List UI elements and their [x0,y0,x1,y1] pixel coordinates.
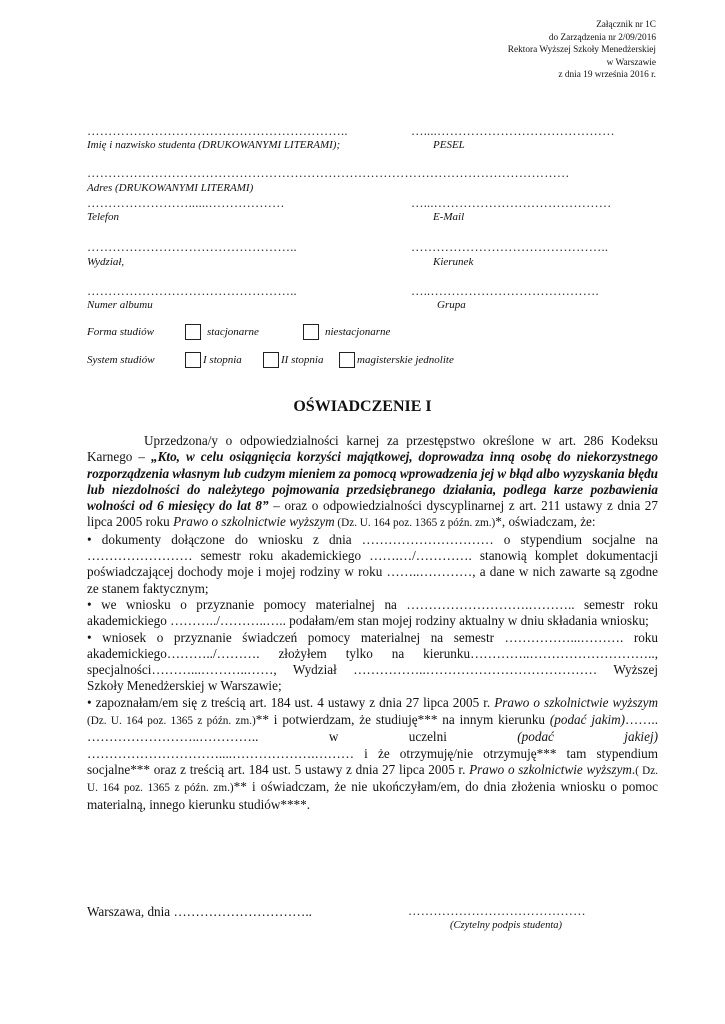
album-number-label: Numer albumu [87,299,153,311]
phone-field[interactable]: ……………………......……………… [87,196,285,210]
intro-text-1: Uprzedzona/y o odpowiedzialności karnej za przestępstwo określone w art. 286 Kodeksu Karnego – [87,433,658,465]
b4-dz-u-ref: (Dz. U. 164 poz. 1365 z późn. zm.) [87,715,256,728]
phone-label: Telefon [87,211,119,223]
faculty-label: Wydział, [87,256,125,268]
b4-text-5: . [631,761,636,777]
study-form-row [87,324,390,340]
intro-text-2: – oraz o odpowiedzialności dyscyplinarnej z art. 211 ustawy z dnia 27 lipca 2005 roku [87,498,658,530]
b4-hint-which-major: (podać jakim) [549,712,626,728]
bullet-3: • wniosek o przyznanie świadczeń pomocy materialnej na semestr ……………...………. roku akademickiego………../………. złożyłem tylko na kierunku…………..……………………….., specjalności………...………..……, Wydział ……………..………………………………… Wyższej Szkoły Menedżerskiej w Warszawie; [87,629,658,694]
major-label: Kierunek [433,256,474,268]
address-field[interactable]: …………………………………………………………………………………………………… [87,166,570,180]
signature-field[interactable]: …………………………………… [408,904,586,918]
study-system-row [87,352,454,368]
album-number-field[interactable]: ………………………………………….. [87,284,297,298]
place-date-field[interactable]: Warszawa, dnia ………………………….. [87,904,312,919]
stacjonarne-option-label: stacjonarne [207,326,259,338]
stacjonarne-checkbox[interactable] [185,324,201,340]
group-field[interactable]: …..…………………………………. [411,284,599,298]
niestacjonarne-option-label: niestacjonarne [325,326,391,338]
intro-paragraph [87,433,658,532]
bullet-1: • dokumenty dołączone do wniosku z dnia ………………………… o stypendium socjalne na …………………… semestr roku akademickiego …….…/…………. stanowią komplet dokumentacji poświadczającej dochody moje i mojej rodziny w roku ……..…………, a dane w nich zawarte są zgodne ze stanem faktycznym; [87,531,658,596]
group-label: Grupa [437,299,466,311]
faculty-field[interactable]: ………………………………………….. [87,240,297,254]
email-field[interactable]: …...…………………………………… [411,196,612,210]
annex-line-2: do Zarządzenia nr 2/09/2016 [548,32,656,43]
address-label: Adres (DRUKOWANYMI LITERAMI) [87,182,254,194]
declaration-body [87,433,658,813]
first-degree-checkbox[interactable] [185,352,201,368]
b4-law-name-2: Prawo o szkolnictwie wyższym [469,761,632,777]
annex-header [508,19,656,82]
study-system-label: System studiów [87,354,155,366]
b4-text-4: …………………………....……………….……… i że otrzymuję/nie otrzymuję*** tam stypendium socjalne*** oraz z treścią art. 184 ust. 5 ustawy z dnia 27 lipca 2005 r. [87,745,658,777]
second-degree-option-label: II stopnia [281,354,324,366]
study-form-label: Forma studiów [87,326,154,338]
b4-text-6: ** i oświadczam, że nie ukończyłam/em, do dnia złożenia wniosku o pomoc materialną, innego kierunku studiów****. [87,779,658,812]
email-label: E-Mail [433,211,465,223]
annex-line-1: Załącznik nr 1C [596,20,656,30]
dz-u-ref-1: (Dz. U. 164 poz. 1365 z późn. zm.) [334,517,496,530]
major-field[interactable]: ……………………………………….. [411,240,609,254]
second-degree-checkbox[interactable] [263,352,279,368]
name-field[interactable]: …………………………………………………….. [87,124,348,138]
b4-law-name: Prawo o szkolnictwie wyższym [494,694,658,710]
name-label: Imię i nazwisko studenta (DRUKOWANYMI LITERAMI); [87,139,341,151]
uniform-master-option-label: magisterskie jednolite [357,354,454,366]
b4-dz-u-ref-2: ( Dz. U. 164 poz. 1365 z późn. zm.) [87,764,658,795]
pesel-field[interactable]: …....…………………………………… [411,124,615,138]
b4-text-2: ** i potwierdzam, że studiuję*** na innym kierunku [255,712,550,728]
b4-text-1: • zapoznałam/em się z treścią art. 184 ust. 4 ustawy z dnia 27 lipca 2005 r. [87,694,495,710]
annex-line-4: w Warszawie [606,57,656,68]
uniform-master-checkbox[interactable] [339,352,355,368]
intro-text-3: *, oświadczam, że: [495,514,596,530]
document-title: OŚWIADCZENIE I [293,398,432,415]
b4-text-3: …….. ……………………..………….. w uczelni [87,712,659,745]
b4-hint-which-university: (podać jakiej) [517,729,658,745]
annex-line-5: z dnia 19 września 2016 r. [558,70,656,80]
article-286-quote: „Kto, w celu osiągnięcia korzyści majątkowej, doprowadza inną osobę do niekorzystnego rozporządzenia własnym lub cudzym mieniem za pomocą wprowadzenia jej w błąd albo wyzyskania błędu lub niezdolności do należytego pojmowania przedsiębranego działania, podlega karze pozbawienia wolności od 6 miesięcy do lat 8” [87,449,659,514]
annex-line-3: Rektora Wyższej Szkoły Menedżerskiej [507,45,656,55]
first-degree-option-label: I stopnia [203,354,242,366]
law-name-1: Prawo o szkolnictwie wyższym [173,514,335,530]
signature-label: (Czytelny podpis studenta) [450,920,562,931]
bullet-4 [87,695,658,813]
bullet-2: • we wniosku o przyznanie pomocy materialnej na ……………………….……….. semestr roku akademickiego ………../………..….. podałam/em stan mojej rodziny aktualny w dniu składania wniosku; [87,596,658,629]
pesel-label: PESEL [433,139,465,151]
niestacjonarne-checkbox[interactable] [303,324,319,340]
